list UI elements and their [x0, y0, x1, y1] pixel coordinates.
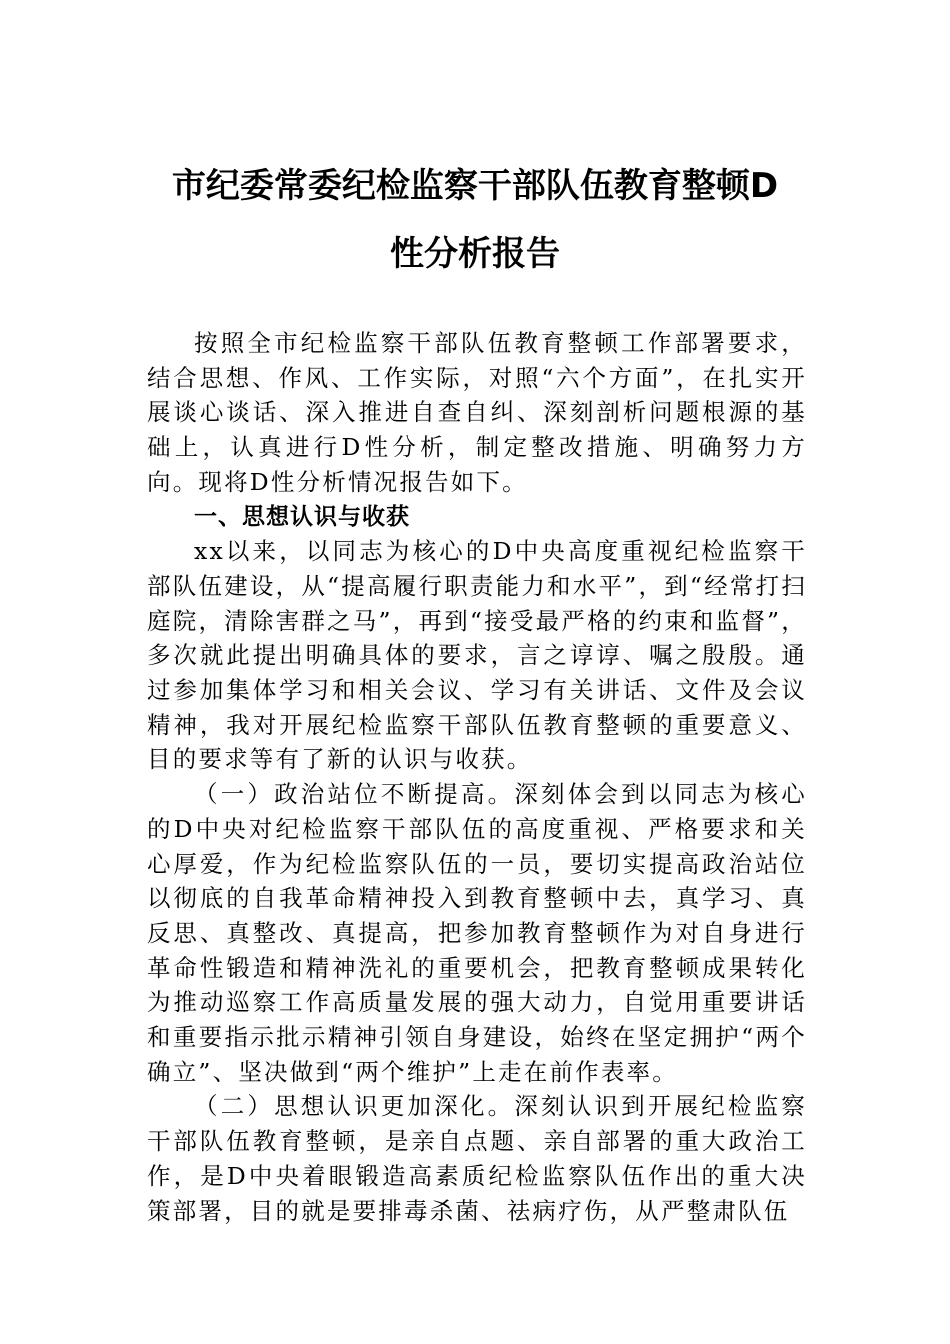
body-paragraph: （二）思想认识更加深化。深刻认识到开展纪检监察干部队伍教育整顿，是亲自点题、亲自部署的重大政治工作，是D中央着眼锻造高素质纪检监察队伍作出的重大决策部署，目的就是要排毒杀菌、祛病疗伤，从严整肃队伍 — [147, 1092, 807, 1225]
intro-paragraph: 按照全市纪检监察干部队伍教育整顿工作部署要求，结合思想、作风、工作实际，对照“六个方面”，在扎实开展谈心谈话、深入推进自查自纠、深刻剖析问题根源的基础上，认真进行D性分析，制定整改措施、明确努力方向。现将D性分析情况报告如下。 — [147, 329, 807, 496]
section-heading: 一、思想认识与收获 — [194, 503, 410, 530]
document-title-line-2: 性分析报告 — [390, 234, 560, 274]
body-paragraph: xx以来，以同志为核心的D中央高度重视纪检监察干部队伍建设，从“提高履行职责能力和水平”，到“经常打扫庭院，清除害群之马”，再到“接受最严格的约束和监督”，多次就此提出明确具体的要求，言之谆谆、嘱之殷殷。通过参加集体学习和相关会议、学习有关讲话、文件及会议精神，我对开展纪检监察干部队伍教育整顿的重要意义、目的要求等有了新的认识与收获。 — [147, 537, 807, 774]
document-body — [147, 326, 807, 1228]
document-title-line-1: 市纪委常委纪检监察干部队伍教育整顿D — [171, 166, 779, 206]
body-paragraph: （一）政治站位不断提高。深刻体会到以同志为核心的D中央对纪检监察干部队伍的高度重视、严格要求和关心厚爱，作为纪检监察队伍的一员，要切实提高政治站位以彻底的自我革命精神投入到教育整顿中去，真学习、真反思、真整改、真提高，把参加教育整顿作为对自身进行革命性锻造和精神洗礼的重要机会，把教育整顿成果转化为推动巡察工作高质量发展的强大动力，自觉用重要讲话和重要指示批示精神引领自身建设，始终在坚定拥护“两个确立”、坚决做到“两个维护”上走在前作表率。 — [147, 780, 807, 1086]
